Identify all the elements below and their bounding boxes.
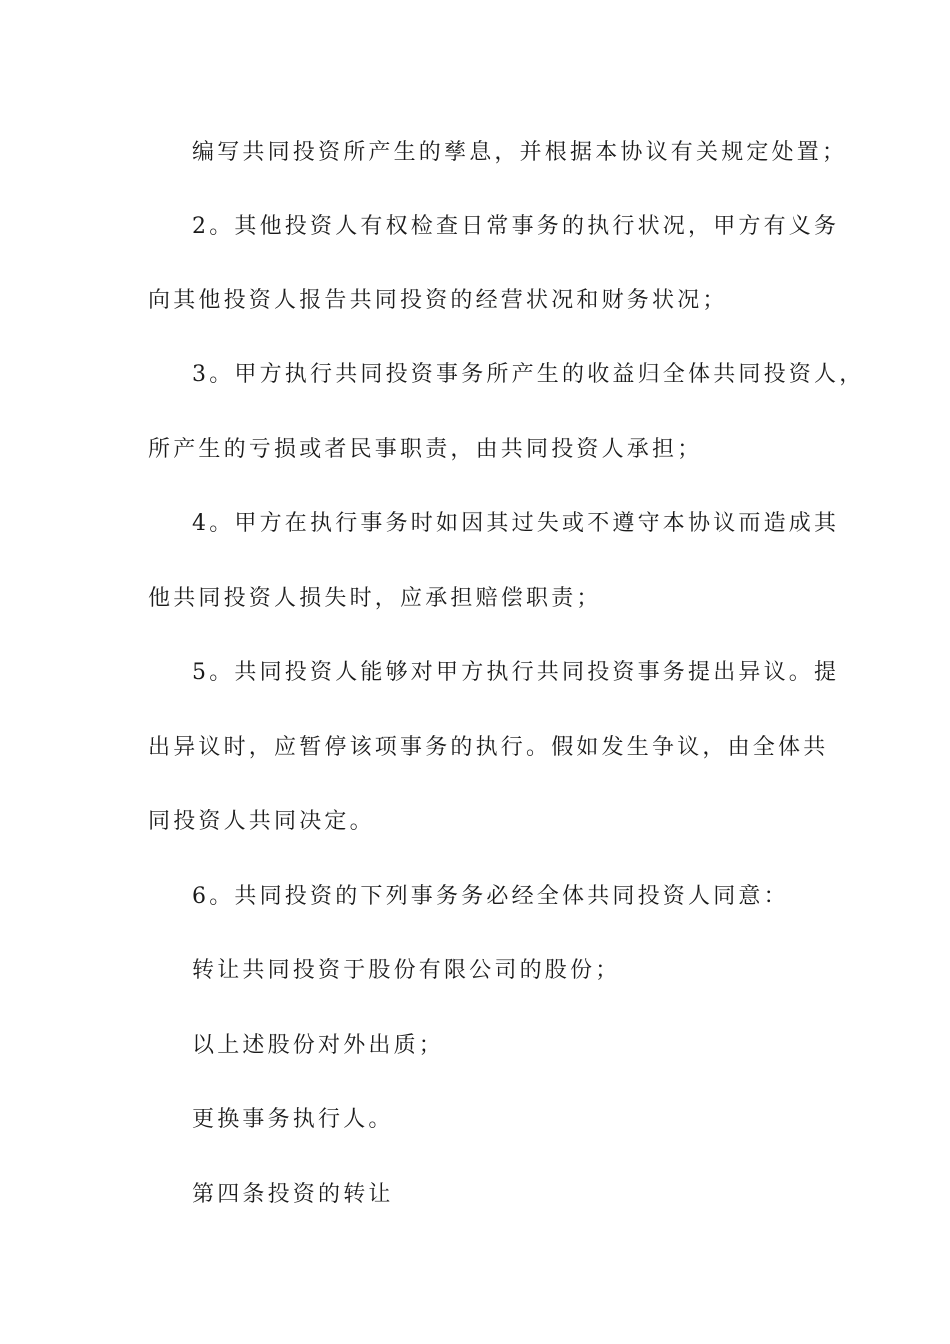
- text-line: 转让共同投资于股份有限公司的股份；: [192, 958, 621, 983]
- text-line: 同投资人共同决定。: [148, 809, 375, 834]
- text-line: 6。共同投资的下列事务务必经全体共同投资人同意：: [192, 884, 789, 909]
- text-line: 编写共同投资所产生的孳息，并根据本协议有关规定处置；: [192, 140, 848, 165]
- text-line: 4。甲方在执行事务时如因其过失或不遵守本协议而造成其: [192, 511, 840, 536]
- text-line: 以上述股份对外出质；: [192, 1033, 445, 1058]
- text-line: 出异议时，应暂停该项事务的执行。假如发生争议，由全体共: [148, 735, 829, 760]
- text-line: 向其他投资人报告共同投资的经营状况和财务状况；: [148, 288, 728, 313]
- text-line: 所产生的亏损或者民事职责，由共同投资人承担；: [148, 437, 703, 462]
- text-line: 3。甲方执行共同投资事务所产生的收益归全体共同投资人，: [192, 362, 865, 387]
- text-line: 他共同投资人损失时，应承担赔偿职责；: [148, 586, 602, 611]
- section-heading: 第四条投资的转让: [192, 1182, 394, 1207]
- text-line: 2。其他投资人有权检查日常事务的执行状况，甲方有义务: [192, 214, 840, 239]
- text-line: 5。共同投资人能够对甲方执行共同投资事务提出异议。提: [192, 660, 840, 685]
- text-line: 更换事务执行人。: [192, 1107, 394, 1132]
